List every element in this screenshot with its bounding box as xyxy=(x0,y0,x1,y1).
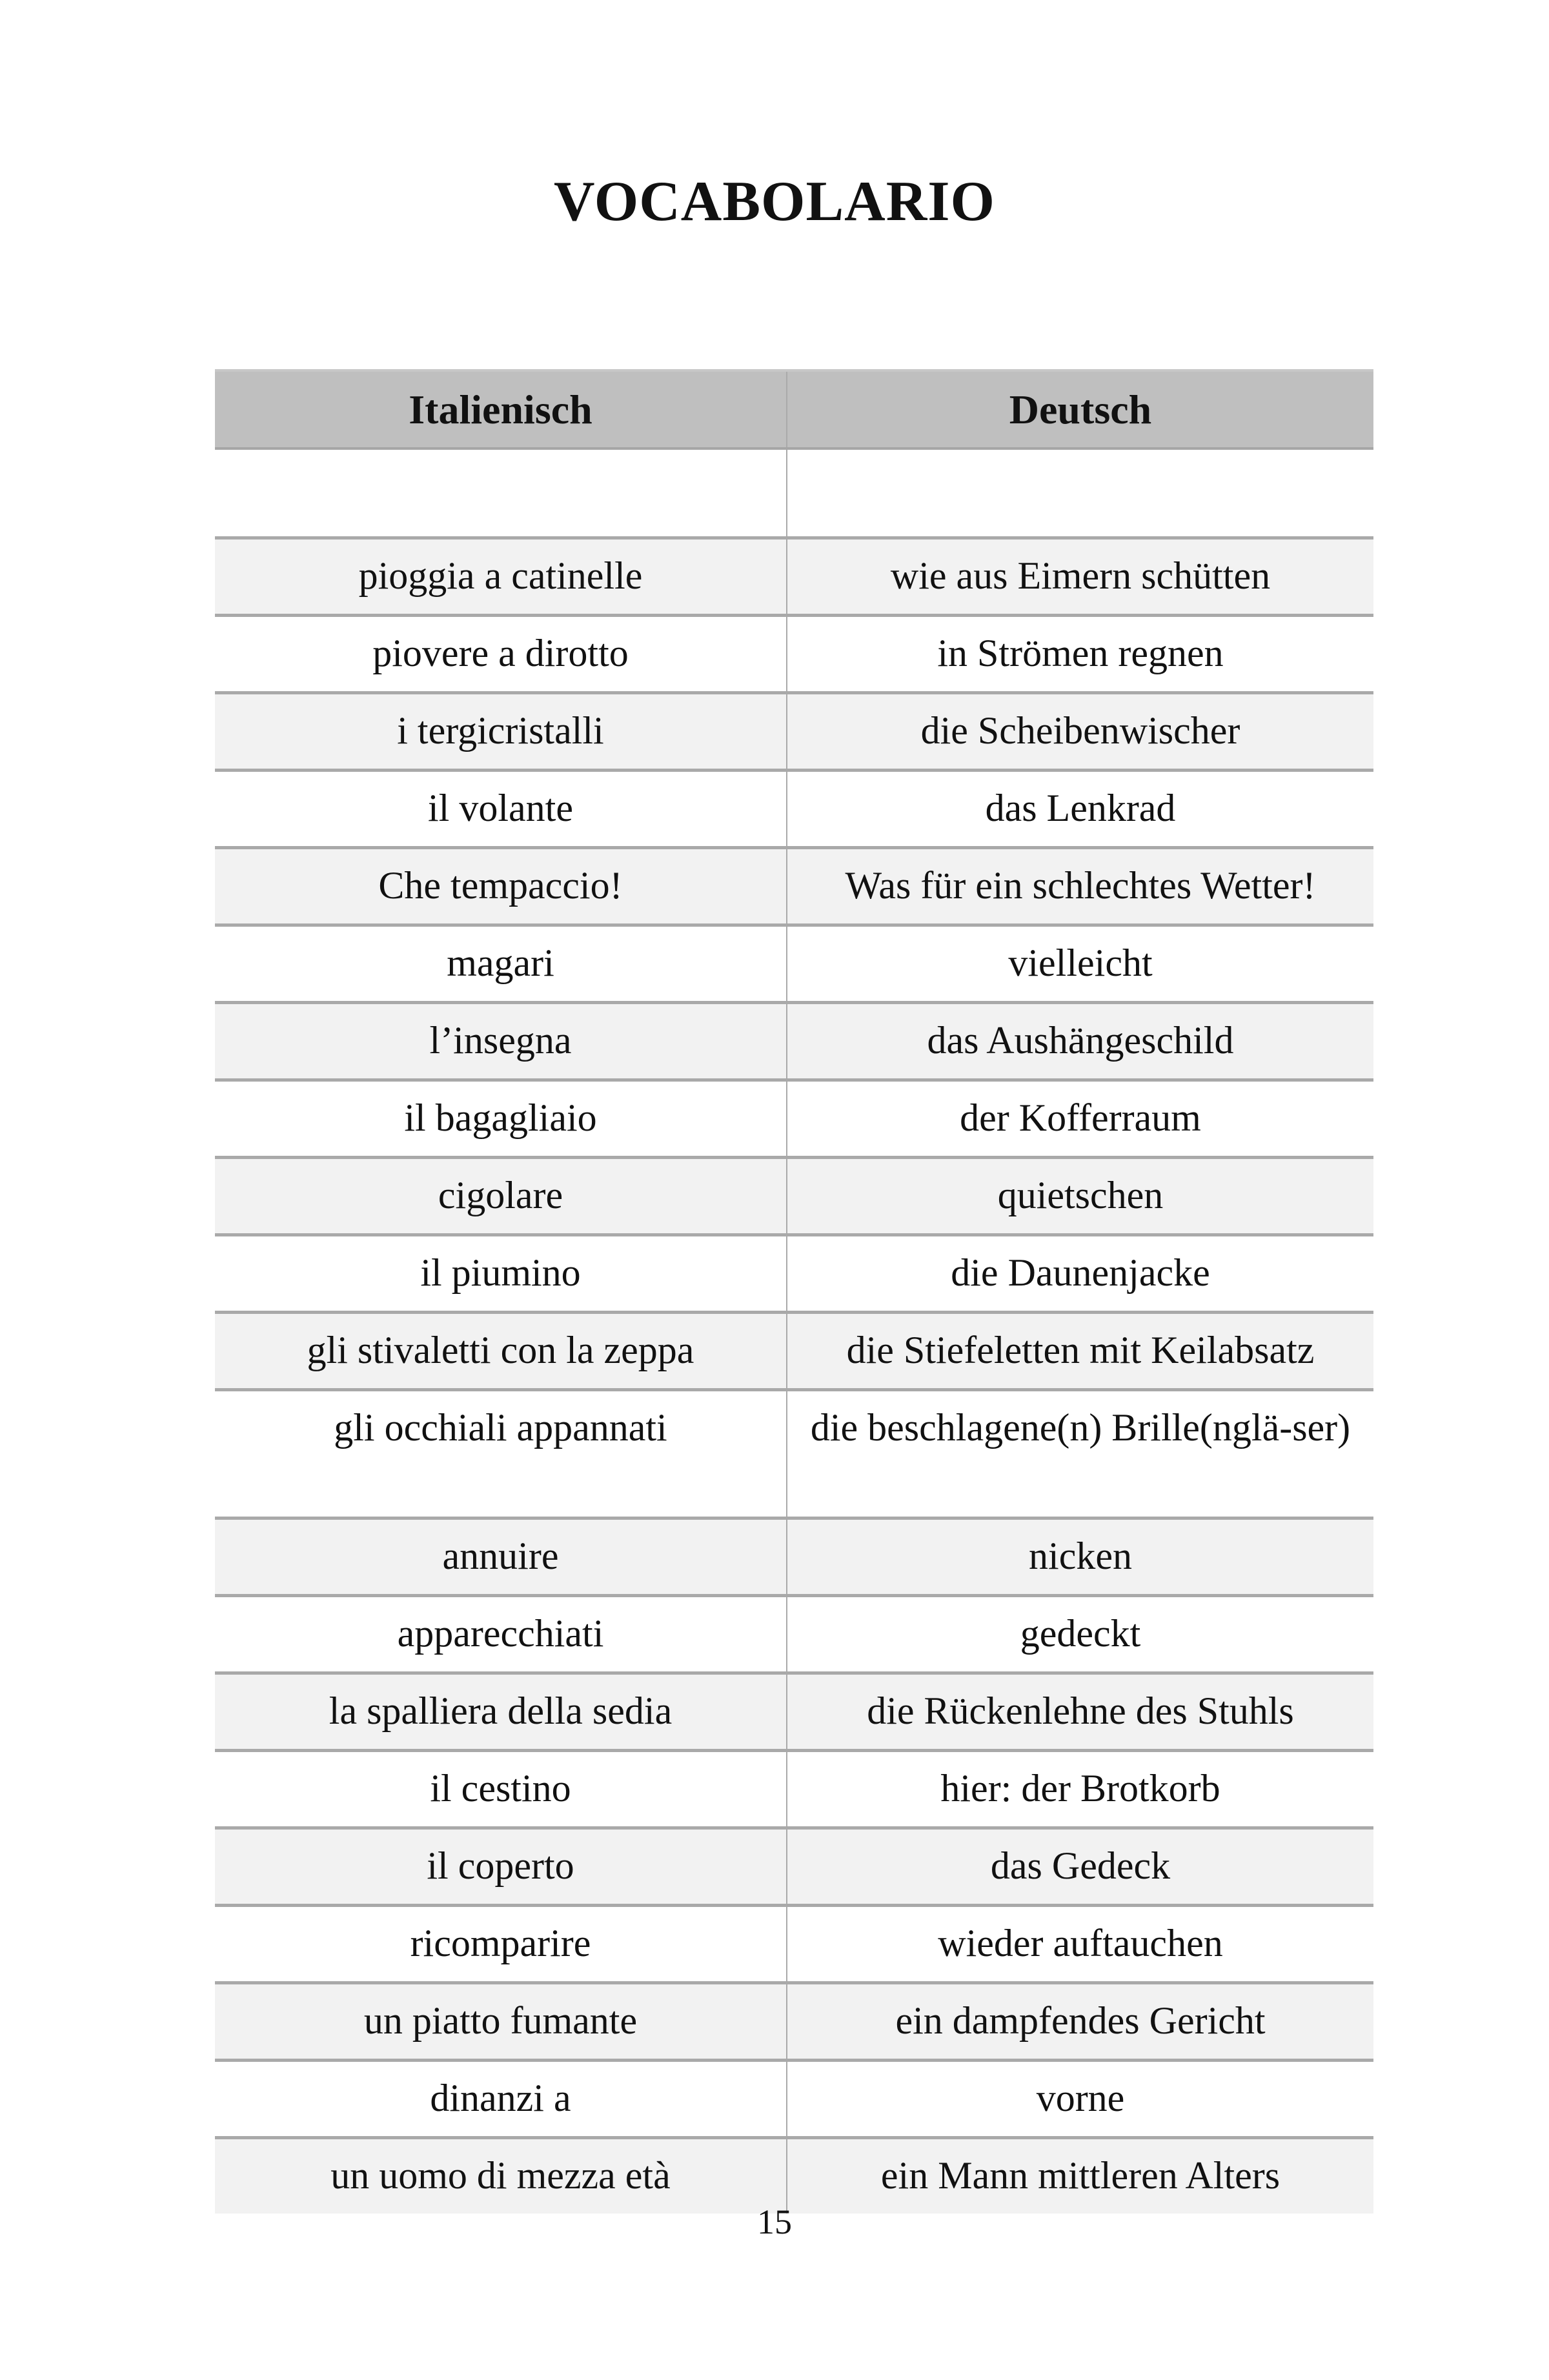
cell-italian: Che tempaccio! xyxy=(215,848,787,925)
cell-german: wieder auftauchen xyxy=(787,1906,1373,1983)
cell-italian: il bagagliaio xyxy=(215,1080,787,1158)
blank-cell xyxy=(215,449,787,538)
cell-italian: gli stivaletti con la zeppa xyxy=(215,1313,787,1390)
table-row xyxy=(215,1828,1373,1906)
cell-german: gedeckt xyxy=(787,1596,1373,1673)
table-row xyxy=(215,1518,1373,1596)
cell-italian: gli occhiali appannati xyxy=(215,1390,787,1518)
table-row xyxy=(215,771,1373,848)
cell-german: ein Mann mittleren Alters xyxy=(787,2138,1373,2214)
table-header-row xyxy=(215,370,1373,449)
cell-german: die Stiefeletten mit Keilabsatz xyxy=(787,1313,1373,1390)
blank-row xyxy=(215,449,1373,538)
page-number: 15 xyxy=(757,2203,792,2241)
cell-german: wie aus Eimern schütten xyxy=(787,538,1373,616)
cell-italian: il coperto xyxy=(215,1828,787,1906)
cell-italian: magari xyxy=(215,925,787,1003)
cell-german: die beschlagene(n) Brille(nglä-ser) xyxy=(787,1390,1373,1518)
page-title: VOCABOLARIO xyxy=(554,170,995,233)
table-row xyxy=(215,1080,1373,1158)
cell-italian: i tergicristalli xyxy=(215,693,787,771)
table-row xyxy=(215,1003,1373,1080)
cell-italian: pioggia a catinelle xyxy=(215,538,787,616)
cell-german: die Daunenjacke xyxy=(787,1235,1373,1313)
cell-german: nicken xyxy=(787,1518,1373,1596)
table-row xyxy=(215,925,1373,1003)
cell-italian: apparecchiati xyxy=(215,1596,787,1673)
cell-italian: l’insegna xyxy=(215,1003,787,1080)
header-italian: Italienisch xyxy=(215,370,787,449)
table-row xyxy=(215,1313,1373,1390)
header-german: Deutsch xyxy=(787,370,1373,449)
cell-german: Was für ein schlechtes Wetter! xyxy=(787,848,1373,925)
cell-italian: un piatto fumante xyxy=(215,1983,787,2061)
table-row xyxy=(215,616,1373,693)
table-row xyxy=(215,538,1373,616)
cell-italian: annuire xyxy=(215,1518,787,1596)
table-row xyxy=(215,2061,1373,2138)
table-row xyxy=(215,1906,1373,1983)
cell-italian: piovere a dirotto xyxy=(215,616,787,693)
table-row xyxy=(215,1390,1373,1518)
cell-german: hier: der Brotkorb xyxy=(787,1751,1373,1828)
cell-german: das Aushängeschild xyxy=(787,1003,1373,1080)
cell-italian: dinanzi a xyxy=(215,2061,787,2138)
table-row xyxy=(215,1596,1373,1673)
cell-german: vorne xyxy=(787,2061,1373,2138)
table-row xyxy=(215,848,1373,925)
cell-german: ein dampfendes Gericht xyxy=(787,1983,1373,2061)
cell-german: die Scheibenwischer xyxy=(787,693,1373,771)
table-row xyxy=(215,693,1373,771)
cell-german: die Rückenlehne des Stuhls xyxy=(787,1673,1373,1751)
cell-italian: il piumino xyxy=(215,1235,787,1313)
cell-german: in Strömen regnen xyxy=(787,616,1373,693)
table-row xyxy=(215,1235,1373,1313)
cell-italian: cigolare xyxy=(215,1158,787,1235)
blank-cell xyxy=(787,449,1373,538)
cell-german: vielleicht xyxy=(787,925,1373,1003)
cell-italian: ricomparire xyxy=(215,1906,787,1983)
cell-german: das Lenkrad xyxy=(787,771,1373,848)
cell-italian: il cestino xyxy=(215,1751,787,1828)
cell-german: quietschen xyxy=(787,1158,1373,1235)
table-row xyxy=(215,1158,1373,1235)
table-row xyxy=(215,1751,1373,1828)
cell-italian: un uomo di mezza età xyxy=(215,2138,787,2214)
table-row xyxy=(215,1983,1373,2061)
cell-german: der Kofferraum xyxy=(787,1080,1373,1158)
cell-italian: la spalliera della sedia xyxy=(215,1673,787,1751)
cell-italian: il volante xyxy=(215,771,787,848)
cell-german: das Gedeck xyxy=(787,1828,1373,1906)
table-row xyxy=(215,1673,1373,1751)
vocabulary-table xyxy=(215,369,1373,2214)
